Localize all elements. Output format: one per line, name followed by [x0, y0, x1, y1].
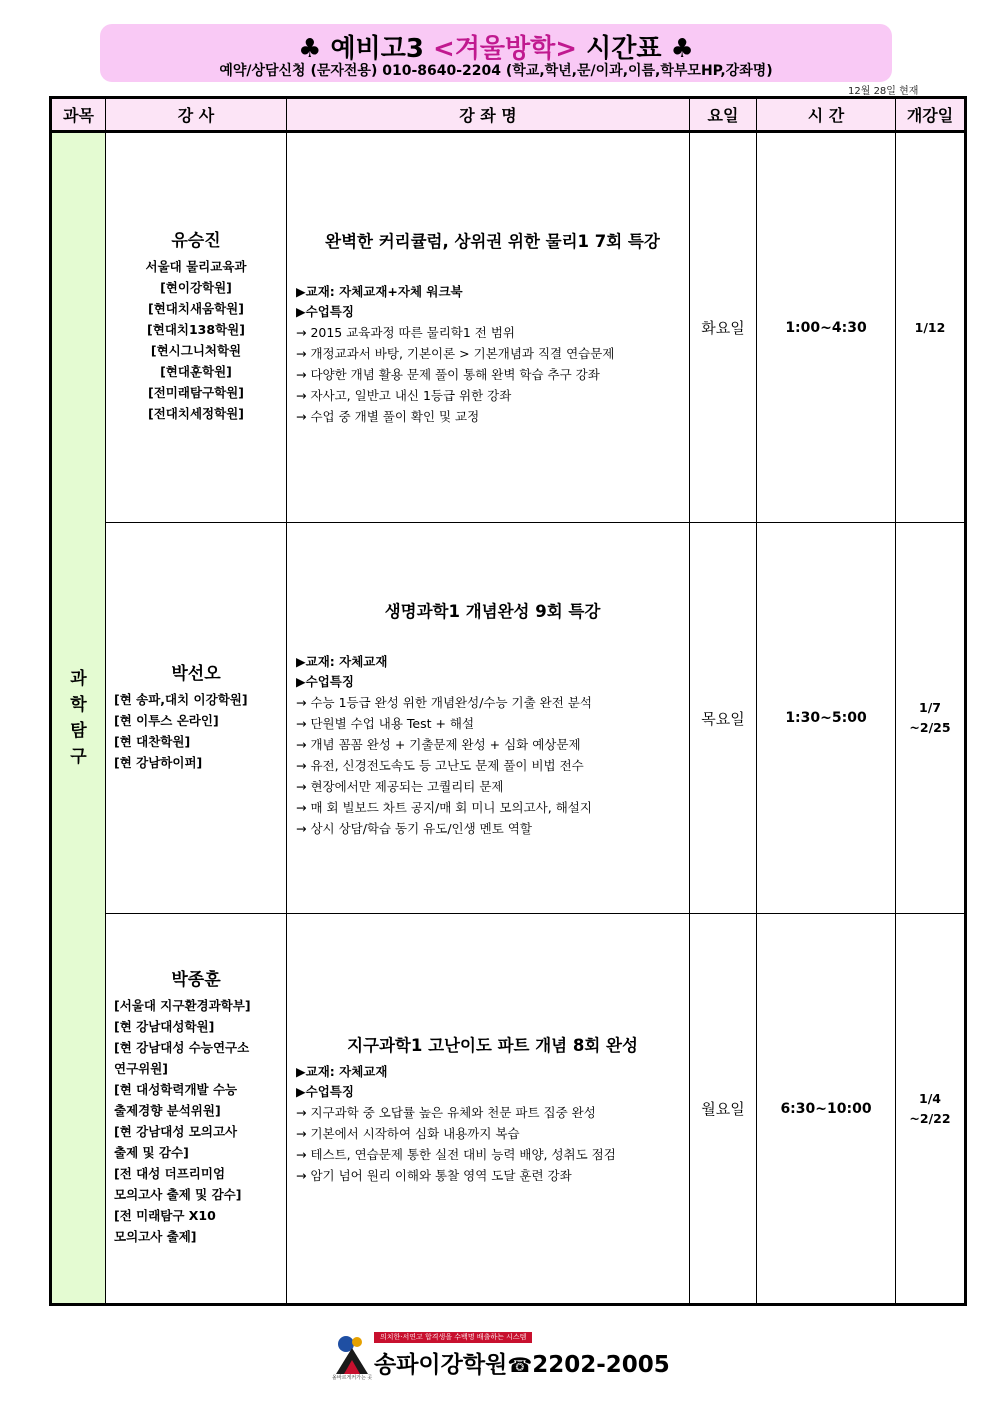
teacher-career-line: [현 강남대성 수능연구소: [114, 1040, 250, 1055]
start-date: 1/4: [919, 1090, 941, 1106]
feature-item: → 자사고, 일반고 내신 1등급 위한 강좌: [296, 388, 512, 403]
time-cell: 1:30~5:00: [757, 523, 896, 914]
features-label: ▶수업특징: [296, 304, 354, 319]
feature-item: → 개정교과서 바탕, 기본이론 > 기본개념과 직결 연습문제: [296, 346, 615, 361]
time-cell: 1:00~4:30: [757, 132, 896, 523]
table-row: [51, 523, 966, 914]
feature-item: → 상시 상담/학습 동기 유도/인생 멘토 역할: [296, 820, 532, 836]
subject-char: 학: [70, 695, 87, 715]
title-banner: [100, 24, 892, 82]
club-icon: ♣: [670, 34, 694, 64]
course-cell: [287, 914, 690, 1305]
teacher-career-line: [현대치새움학원]: [148, 301, 244, 316]
teacher-cell: [106, 914, 287, 1305]
start-date: 1/7: [919, 700, 941, 715]
table-header-row: [51, 98, 966, 132]
col-header-subject: 과목: [51, 98, 106, 132]
teacher-career-line: [전대치세정학원]: [148, 406, 244, 421]
subject-char: 구: [70, 747, 87, 767]
teacher-career-line: [현시그니처학원: [150, 343, 242, 358]
course-title: 완벽한 커리큘럼, 상위권 위한 물리1 7회 특강: [325, 232, 660, 251]
title-suffix: 시간표: [577, 34, 671, 64]
teacher-career-line: [현 강남하이퍼]: [114, 754, 203, 770]
teacher-career-line: [현 대찬학원]: [114, 733, 191, 749]
feature-item: → 다양한 개념 활용 문제 풀이 통해 완벽 학습 추구 강좌: [296, 367, 600, 382]
teacher-career-line: [현 송파,대치 이강학원]: [114, 691, 248, 707]
textbook-line: ▶교재: 자체교재: [296, 1063, 388, 1079]
textbook-line: ▶교재: 자체교재+자체 워크북: [296, 284, 463, 299]
teacher-cell: [106, 523, 287, 914]
feature-item: → 테스트, 연습문제 통한 실전 대비 능력 배양, 성취도 점검: [296, 1146, 616, 1162]
club-icon: ♣: [298, 34, 322, 64]
course-title: 지구과학1 고난이도 파트 개념 8회 완성: [347, 1035, 638, 1055]
day-cell: 화요일: [690, 132, 757, 523]
start-date-cell: [896, 523, 966, 914]
feature-item: → 수업 중 개별 풀이 확인 및 교정: [296, 409, 480, 424]
title-highlight: <겨울방학>: [433, 34, 578, 64]
teacher-career-line: [현 강남대성학원]: [114, 1019, 215, 1034]
feature-item: → 암기 넘어 원리 이해와 통찰 영역 도달 훈련 강좌: [296, 1167, 572, 1183]
teacher-career-line: 출제 및 감수]: [114, 1145, 189, 1160]
feature-item: → 기본에서 시작하여 심화 내용까지 복습: [296, 1125, 520, 1141]
col-header-start: 개강일: [896, 98, 966, 132]
start-date: 1/12: [914, 319, 946, 335]
feature-item: → 지구과학 중 오답률 높은 유체와 천문 파트 집중 완성: [296, 1104, 596, 1120]
col-header-day: 요일: [690, 98, 757, 132]
start-date-cell: [896, 132, 966, 523]
subject-char: 과: [70, 669, 87, 689]
contact-subtitle: 예약/상담신청 (문자전용) 010-8640-2204 (학교,학년,문/이과,이름,학부모HP,강좌명): [219, 63, 773, 79]
teacher-career-line: [현 강남대성 모의고사: [114, 1124, 238, 1139]
day-cell: 월요일: [690, 914, 757, 1305]
start-date-cell: [896, 914, 966, 1305]
timetable: [49, 96, 967, 1306]
phone-icon: ☎: [507, 1353, 533, 1377]
end-date: ~2/25: [909, 720, 951, 735]
teacher-career-line: [현이강학원]: [160, 280, 232, 295]
subject-char: 탐: [70, 721, 87, 741]
teacher-career-line: 모의고사 출제 및 감수]: [114, 1187, 242, 1202]
feature-item: → 단원별 수업 내용 Test + 해설: [296, 715, 475, 731]
features-label: ▶수업특징: [296, 673, 354, 689]
subject-cell: [51, 132, 106, 1305]
textbook-line: ▶교재: 자체교재: [296, 653, 388, 669]
course-cell: [287, 523, 690, 914]
teacher-career-line: [전 미래탐구 X10: [114, 1208, 216, 1223]
date-note: 12월 28일 현재: [848, 86, 919, 97]
teacher-career-line: [현대치138학원]: [147, 322, 245, 337]
teacher-name: 유승진: [171, 231, 221, 251]
teacher-career-line: [현대훈학원]: [160, 364, 232, 379]
teacher-career-line: [전미래탐구학원]: [148, 385, 244, 400]
logo-caption: 올바르게커가는 곳: [332, 1375, 373, 1381]
academy-title: 송파이강학원: [374, 1352, 508, 1378]
title-prefix: 예비고3: [330, 34, 434, 64]
feature-item: → 개념 꼼꼼 완성 + 기출문제 완성 + 심화 예상문제: [296, 736, 581, 752]
teacher-name: 박종훈: [171, 970, 221, 990]
teacher-name: 박선오: [171, 663, 221, 684]
end-date: ~2/22: [909, 1110, 951, 1126]
academy-footer: [332, 1330, 672, 1380]
academy-slogan: 의치한·서연고 합격생을 수백명 배출하는 시스템: [374, 1332, 532, 1343]
course-title: 생명과학1 개념완성 9회 특강: [384, 601, 601, 621]
feature-item: → 수능 1등급 완성 위한 개념완성/수능 기출 완전 분석: [296, 694, 592, 710]
teacher-career-line: [서울대 지구환경과학부]: [114, 998, 251, 1013]
course-cell: [287, 132, 690, 523]
col-header-time: 시 간: [757, 98, 896, 132]
teacher-career-line: [전 대성 더프리미엄: [114, 1166, 226, 1181]
teacher-career-line: 모의고사 출제]: [114, 1229, 197, 1244]
day-cell: 목요일: [690, 523, 757, 914]
academy-name: [374, 1346, 670, 1379]
time-cell: 6:30~10:00: [757, 914, 896, 1305]
feature-item: → 2015 교육과정 따른 물리학1 전 범위: [296, 325, 515, 340]
table-row: [51, 914, 966, 1305]
teacher-career-line: 서울대 물리교육과: [145, 259, 247, 274]
feature-item: → 현장에서만 제공되는 고퀄리티 문제: [296, 778, 504, 794]
col-header-course: 강 좌 명: [287, 98, 690, 132]
teacher-career-line: [현 대성학력개발 수능: [114, 1082, 238, 1097]
col-header-teacher: 강 사: [106, 98, 287, 132]
feature-item: → 유전, 신경전도속도 등 고난도 문제 풀이 비법 전수: [296, 757, 584, 773]
teacher-career-line: 연구위원]: [114, 1061, 169, 1076]
teacher-career-line: [현 이투스 온라인]: [114, 712, 219, 728]
feature-item: → 매 회 빌보드 차트 공지/매 회 미니 모의고사, 해설지: [296, 799, 592, 815]
academy-logo-icon: [332, 1330, 372, 1378]
teacher-career-line: 출제경향 분석위원]: [114, 1103, 221, 1118]
academy-phone: 2202-2005: [532, 1352, 670, 1378]
features-label: ▶수업특징: [296, 1083, 354, 1099]
table-row: [51, 132, 966, 523]
teacher-cell: [106, 132, 287, 523]
